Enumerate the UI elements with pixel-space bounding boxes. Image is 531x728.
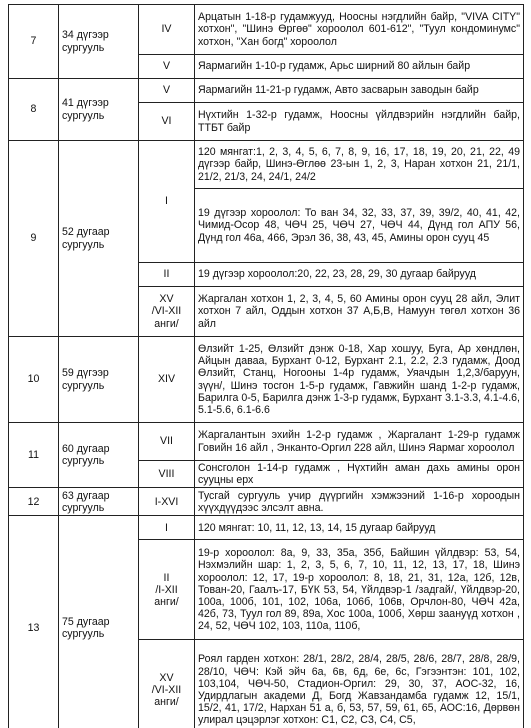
school-name: 63 дугаар сургууль <box>59 488 139 516</box>
table-row <box>9 141 524 189</box>
area-cell: Яармагийн 1-10-р гудамж, Арьс ширний 80 айлын байр <box>195 55 524 79</box>
grade-line: XV <box>159 293 174 306</box>
grade-line: II <box>163 571 170 584</box>
area-cell: Сонсголон 1-14-р гудамж , Нүхтийн аман дахь амины орон сууцны ерх <box>195 461 524 488</box>
row-number: 12 <box>9 488 59 516</box>
grade-cell: IV <box>139 5 195 55</box>
grade-line: анги/ <box>154 596 179 608</box>
school-name: 52 дугаар сургууль <box>59 141 139 337</box>
grade-cell: I-XVI <box>139 488 195 516</box>
area-cell: 120 мянгат: 10, 11, 12, 13, 14, 15 дугаар байрууд <box>195 516 524 540</box>
grade-cell: XIV <box>139 337 195 423</box>
grade-line: /VI-XII <box>151 305 182 318</box>
row-number: 9 <box>9 141 59 337</box>
grade-cell: VI <box>139 103 195 141</box>
grade-cell <box>139 640 195 728</box>
school-name: 34 дүгээр сургууль <box>59 5 139 79</box>
table-row <box>9 488 524 516</box>
grade-line: анги/ <box>154 317 179 330</box>
table-row <box>9 516 524 540</box>
school-name: 75 дугаар сургууль <box>59 516 139 728</box>
grade-cell: V <box>139 79 195 103</box>
row-number: 8 <box>9 79 59 141</box>
row-number: 10 <box>9 337 59 423</box>
area-cell: 19 дүгээр хороолол:20, 22, 23, 28, 29, 30 дугаар байрууд <box>195 263 524 287</box>
grade-cell <box>139 287 195 337</box>
grade-line: /I-XII <box>155 583 178 596</box>
table-row <box>9 423 524 461</box>
school-districts-table <box>8 4 524 728</box>
area-cell: Жаргалантын эхийн 1-2-р гудамж , Жаргалант 1-29-р гудамж Говийн 16 айл , Энканто-Оргил 228 айл, Шинэ Яармаг хороолол <box>195 423 524 461</box>
grade-cell: I <box>139 141 195 263</box>
grade-line: XV <box>159 671 174 684</box>
table-row <box>9 79 524 103</box>
area-cell: Нүхтийн 1-32-р гудамж, Ноосны үйлдвэрийн нэгдлийн байр, ТТБТ байр <box>195 103 524 141</box>
grade-line: анги/ <box>154 696 179 708</box>
table-row <box>9 5 524 55</box>
area-cell: 19 дүгээр хороолол: То ван 34, 32, 33, 37, 39, 39/2, 40, 41, 42, Чимид-Осор 48, ЧӨЧ 25, ЧӨЧ 27, ЧӨЧ 44, Дүнд гол АПУ 56, Дүнд гол 46а, 466, Эрэл 36, 38, 43, 45, Амины орон сууц 45 <box>195 189 524 263</box>
area-cell: Арцатын 1-18-р гудамжууд, Ноосны нэгдлийн байр, "VIVA CITY" хотхон", "Шинэ Өргөө" хороолол 601-612", "Туул кондоминумс" хотхон, "Хан богд" хороолол <box>195 5 524 55</box>
table-row <box>9 337 524 423</box>
grade-cell: V <box>139 55 195 79</box>
school-name: 59 дүгээр сургууль <box>59 337 139 423</box>
area-cell: Жаргалан хотхон 1, 2, 3, 4, 5, 60 Амины орон сууц 28 айл, Элит хотхон 7 айл, Оддын хотхон 37 А,Б,В, Намуун төгөл хотхон 36 айл <box>195 287 524 337</box>
row-number: 7 <box>9 5 59 79</box>
school-name: 60 дугаар сургууль <box>59 423 139 488</box>
area-cell: Роял гарден хотхон: 28/1, 28/2, 28/4, 28/5, 28/6, 28/7, 28/8, 28/9, 28/10, ЧӨЧ: Кэй эйч 6а, 6в, 6д, 6е, 6с, Гэгээнтэн: 101, 102, 103,104, ЧӨЧ-50, Стадион-Оргил: 29, 30, 37, АОС-32, 16, Удирдлагын академи Д, Богд Жавзандамба гудамж 12, 15/1, 15/2, 41, 17/2, Нархан 51 а, б, 53, 57, 59, 61, 65, АОС:16, Дөрвөн улирал цэцэрлэг хотхон: С1, С2, С3, С4, С5, <box>195 640 524 728</box>
grade-cell <box>139 540 195 640</box>
grade-line: /VI-XII <box>151 683 182 696</box>
area-cell: 120 мянгат:1, 2, 3, 4, 5, 6, 7, 8, 9, 16, 17, 18, 19, 20, 21, 22, 49 дүгээр байр, Шинэ-Өглөө 23-ын 1, 2, 3, Наран хотхон 21, 21/1, 21/2, 21/3, 24, 24/1, 24/2 <box>195 141 524 189</box>
area-cell: 19-р хороолол: 8а, 9, 33, 35а, 35б, Байшин үйлдвэр: 53, 54, Нэхмэлийн шар: 1, 2, 3, 5, 6, 7, 10, 11, 12, 13, 17, 18, Шинэ хороолол: 12, 17, 19-р хороолол: 8, 18, 21, 31, 12а, 12б, 12в, Тован-20, Гаалъ-17, БҮК 53, 54, Үйлдвэр-1 /задгай/, Үйлдвэр-20, 100а, 100б, 101, 102, 106а, 106б, 106в, Орчлон-80, ЧӨЧ 42а, 42б, 73, Туул гол 89, 89а, Хос 100а, 100б, Хөрш заануүд хотхон , 24, 52, ЧӨЧ 102, 103, 110а, 110б, <box>195 540 524 640</box>
area-cell: Яармагийн 11-21-р гудамж, Авто засварын заводын байр <box>195 79 524 103</box>
area-cell: Тусгай сургууль учир дүүргийн хэмжээний 1-16-р хороодын хүүхдүүдээс элсэлт авна. <box>195 488 524 516</box>
grade-cell: VII <box>139 423 195 461</box>
school-name: 41 дүгээр сургууль <box>59 79 139 141</box>
row-number: 11 <box>9 423 59 488</box>
grade-cell: I <box>139 516 195 540</box>
grade-cell: II <box>139 263 195 287</box>
row-number: 13 <box>9 516 59 728</box>
grade-cell: VIII <box>139 461 195 488</box>
area-cell: Өлзийт 1-25, Өлзийт дэнж 0-18, Хар хошуу, Буга, Ар хөндлөн, Айцын даваа, Бурхант 0-12, Бурхант 2.1, 2.2, 2.3 гудамж, Доод Өлзийт, Станц, Ногооны 1-4р гудамж, Уяачдын 1,2,3/баруун, зүүн/, Шинэ тосгон 1-5-р гудамж, Гавжийн шанд 1-2-р гудамж, Барилга 0-5, Барилга дэнж 1-3-р гудамж, Бурхант 3.1-3.3, 4.1-4.6, 5.1-5.6, 6.1-6.6 <box>195 337 524 423</box>
